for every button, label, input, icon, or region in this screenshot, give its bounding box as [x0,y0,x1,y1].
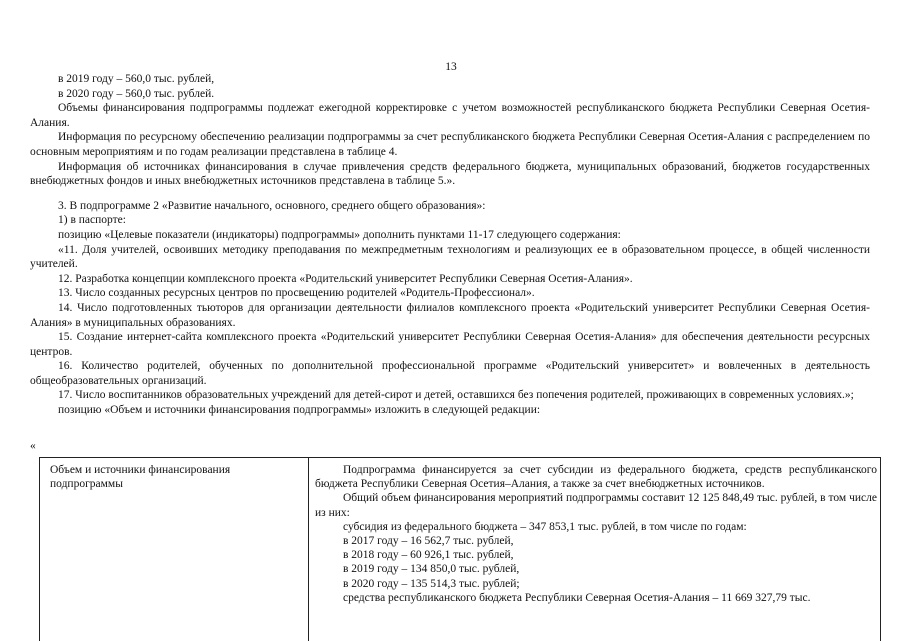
list-item-17: 17. Число воспитанников образовательных учреждений для детей-сирот и детей, оставшихся без попечения родителей, проживающих в современных условиях.»; [58,389,854,402]
list-item-11: «11. Доля учителей, освоивших методику преподавания по межпредметным технологиям и реализующих ее в образовательном процессе, в общей численности учителей. [30,243,870,271]
paragraph-financing-position: позицию «Объем и источники финансирования подпрограммы» изложить в следующей редакции: [58,404,541,417]
list-item-16: 16. Количество родителей, обученных по дополнительной профессиональной программе «Родительский университет» и вовлеченных в деятельность общеобразовательных организаций. [30,360,870,387]
paragraph-2019-amount: в 2019 году – 560,0 тыс. рублей, [58,73,215,85]
paragraph-target-indicators: позицию «Целевые показатели (индикаторы) подпрограммы» дополнить пунктами 11-17 следующего содержания: [58,228,621,241]
paragraph-sources-info: Информация об источниках финансирования в случае привлечения средств федерального бюджета, муниципальных образований, бюджетов государственных внебюджетных фондов и иных внебюджетных источников представлена в таблице 5.». [30,160,870,188]
paragraph-2020-amount: в 2020 году – 560,0 тыс. рублей. [58,87,215,100]
table-republican-budget: средства республиканского бюджета Республики Северная Осетия-Алания – 11 669 327,79 тыс. [343,591,811,604]
list-item-12: 12. Разработка концепции комплексного проекта «Родительский университет Республики Северная Осетия-Алания». [58,272,633,285]
paragraph-subprogram-2: 3. В подпрограмме 2 «Развитие начального, основного, среднего общего образования»: [58,199,486,212]
list-item-14: 14. Число подготовленных тьюторов для организации деятельности филиалов комплексного проекта «Родительский университет Республики Северная Осетия-Алания» в муниципальных образованиях. [30,301,870,329]
opening-quote-mark: « [30,440,36,452]
list-item-15: 15. Создание интернет-сайта комплексного проекта «Родительский университет Республики Северная Осетия-Алания» для обеспечения деятельности ресурсных центров. [30,331,870,358]
paragraph-financing-adjustment: Объемы финансирования подпрограммы подлежат ежегодной корректировке с учетом возможностей республиканского бюджета Республики Северная Осетия-Алания. [30,102,870,129]
list-item-13: 13. Число созданных ресурсных центров по просвещению родителей «Родитель-Профессионал». [58,287,535,300]
document-body [30,72,870,418]
table-total-volume: Общий объем финансирования мероприятий подпрограммы составит 12 125 848,49 тыс. рублей, в том числе из них: [315,492,877,519]
financing-table [39,457,881,641]
table-year-2019: в 2019 году – 134 850,0 тыс. рублей, [343,563,520,576]
paragraph-passport: 1) в паспорте: [58,214,126,227]
table-year-2018: в 2018 году – 60 926,1 тыс. рублей, [343,549,514,562]
page-number: 13 [445,61,457,73]
table-financing-intro: Подпрограмма финансируется за счет субсидии из федерального бюджета, средств республиканского бюджета Республики Северная Осетия–Алания, а также за счет внебюджетных источников. [315,464,877,491]
table-federal-subsidy: субсидия из федерального бюджета – 347 853,1 тыс. рублей, в том числе по годам: [343,520,747,533]
table-cell-content [309,458,881,605]
table-year-2017: в 2017 году – 16 562,7 тыс. рублей, [343,535,514,548]
table-cell-label [40,458,308,491]
table-label-text: Объем и источники финансирования подпрограммы [50,464,231,491]
table-year-2020: в 2020 году – 135 514,3 тыс. рублей; [343,577,520,590]
paragraph-resource-info: Информация по ресурсному обеспечению реализации подпрограммы за счет республиканского бюджета Республики Северная Осетия-Алания с распределением по основным мероприятиям и по годам реализации представлена в таблице 4. [30,131,870,158]
